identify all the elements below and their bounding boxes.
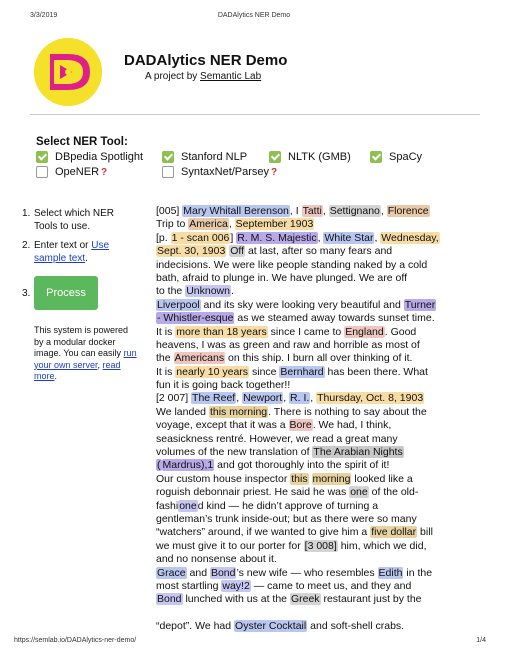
entity-highlight[interactable]: Unknown [186,285,230,298]
text-line [156,446,474,459]
plain-text: lunched with us at the [182,593,290,606]
help-icon[interactable]: ? [101,166,108,178]
step-number: 1. [22,208,31,219]
plain-text: , I [289,205,302,217]
print-title: DADAlytics NER Demo [217,12,291,19]
plain-text: and its sky were looking very beautiful and [200,298,404,311]
entity-highlight[interactable]: one [350,486,368,499]
entity-highlight[interactable]: way!2 [222,579,250,592]
entity-highlight[interactable]: 1 - scan 006 [171,231,230,244]
checkbox-syntaxnet-parsey[interactable] [162,166,174,178]
entity-highlight[interactable]: Liverpool [157,298,200,311]
text-line [156,419,474,432]
checkbox-dbpedia-spotlight[interactable] [36,151,48,163]
entity-highlight[interactable]: Off [230,245,245,258]
plain-text: Trip to [156,218,189,231]
plain-text: volumes of the new translation of [156,446,313,459]
plain-text: and soft-shell crabs. [307,620,405,633]
plain-text: [005] [156,205,183,217]
entity-highlight[interactable]: Wednesday, [381,231,439,244]
plain-text: him, which we did, [337,539,427,552]
entity-highlight[interactable]: Bond [157,593,182,606]
plain-text: It is [156,365,176,378]
plain-text: gentleman’s trunk inside-out; but as there were so many [156,512,417,525]
plain-text: . We had, I think, [312,419,392,432]
plain-text: , [322,205,329,217]
text-line [156,580,474,593]
tool-nltk-gmb[interactable] [269,151,351,163]
text-line [156,299,474,312]
plain-text: fashi [156,499,179,512]
plain-text: We landed [156,405,209,418]
checkbox-nltk-gmb[interactable] [269,151,281,163]
tool-label: SpaCy [389,151,423,163]
text-line [156,567,474,580]
tool-label: OpeNER [55,166,100,178]
entity-highlight[interactable]: Tatti [302,205,322,217]
entity-highlight[interactable]: Settignano [329,205,380,217]
entity-highlight[interactable]: more than 18 years [176,325,267,338]
text-line [156,272,474,285]
plain-text: . There is nothing to say about the [268,405,427,418]
plain-text: and [186,566,210,579]
plain-text: It is [156,325,176,338]
entity-highlight[interactable]: five dollar [371,526,417,539]
ner-output-text [156,205,474,634]
text-line [156,553,474,566]
plain-text: in the [403,566,433,579]
text-line [156,526,474,539]
text-line [156,285,474,298]
checkbox-spacy[interactable] [370,151,382,163]
plain-text: , [228,218,235,231]
entity-highlight[interactable]: Oyster Cocktail [235,620,307,633]
entity-highlight[interactable]: - Whistler-esque [157,312,234,325]
entity-highlight[interactable]: this [291,472,308,485]
print-url: https://semlab.io/DADAlytics-ner-demo/ [14,637,137,644]
text-line [156,379,474,392]
plain-text: has been there. What [324,365,428,378]
entity-highlight[interactable]: ( [157,459,161,472]
run-your-own-server-link[interactable]: run your own server [34,348,137,370]
powered-by-note [34,325,140,383]
text-line [156,232,474,245]
app-subtitle [145,71,261,82]
plain-text: to the [156,285,186,298]
entity-highlight[interactable]: The Arabian Nights [313,446,403,459]
plain-text: Our custom house inspector [156,472,291,485]
text-line [156,205,474,218]
plain-text: the [156,352,174,365]
plain-text: since [249,365,280,378]
plain-text: indecisions. We were like people standing naked by a cold [156,258,428,271]
logo-icon [34,38,102,106]
text-line [156,312,474,325]
text-line [156,339,474,352]
step-text [34,239,138,265]
plain-text: . Good [384,325,417,338]
entity-highlight[interactable]: Bernhard [280,365,324,378]
plain-text: since I came to [267,325,345,338]
text-line [156,259,474,272]
text-line [156,540,474,553]
text-line [156,245,474,258]
entity-highlight[interactable]: Americans [174,352,225,365]
powered-mid: , [97,359,103,370]
plain-text: bill [417,526,433,539]
text-line [156,352,474,365]
text-line [156,366,474,379]
entity-highlight[interactable]: Sept. 30, 1903 [157,245,226,258]
checkbox-opener[interactable] [36,166,48,178]
plain-text: [p. [156,231,171,244]
entity-highlight[interactable]: R. M. S. Majestic [237,231,317,244]
plain-text: ’s new wife — who resembles [236,566,378,579]
plain-text: “watchers” around, if we wanted to give him a [156,526,371,539]
plain-text: , [236,392,243,405]
text-line [156,620,474,633]
entity-highlight[interactable]: Bore [289,419,312,432]
plain-text: bath, afraid to plunge in. We have plunged. We are off [156,271,408,284]
plain-text: looked like a [351,472,413,485]
tool-opener[interactable] [36,166,107,178]
plain-text: , [380,205,387,217]
plain-text: , [317,231,324,244]
plain-text: , [310,392,317,405]
plain-text: “depot”. We had [156,620,235,633]
divider [30,114,480,115]
tool-syntaxnet-parsey[interactable] [162,166,277,178]
read-more-link[interactable]: read more [34,359,121,381]
entity-highlight[interactable]: Florence [387,205,429,217]
plain-text: of the old- [368,486,419,499]
plain-text: . [230,285,234,298]
tool-label: NLTK (GMB) [288,151,351,163]
text-line [156,406,474,419]
text-line [156,500,474,513]
step-number: 3. [22,288,31,299]
entity-highlight[interactable]: Mary Whitall Berenson [183,205,289,217]
entity-highlight[interactable]: September 1903 [235,218,314,231]
plain-text: we must give it to our porter for [156,539,304,552]
plain-text: on this ship. I burn all over thinking of it. [225,352,413,365]
text-line [156,392,474,405]
text-line [156,593,474,606]
entity-highlight[interactable]: Edith [378,566,403,579]
text-line [156,607,474,620]
entity-highlight[interactable]: The Reef [192,392,236,405]
plain-text: roguish debonnair priest. He said he was [156,486,350,499]
use-sample-text-link[interactable]: Use sample text [34,240,110,264]
plain-text: heavens, I was as green and raw and horrible as most of [156,338,420,351]
tool-spacy[interactable] [370,151,422,163]
plain-text: ] [230,231,237,244]
help-icon[interactable]: ? [271,166,278,178]
text-line [156,433,474,446]
entity-highlight[interactable]: Bond [210,566,236,579]
text-line [156,459,474,472]
entity-highlight[interactable]: nearly 10 years [176,365,249,378]
plain-text: d kind — he didn’t approve of turning a [197,499,379,512]
text-line [156,326,474,339]
plain-text: voyage, except that it was a [156,419,289,432]
entity-highlight[interactable]: America [189,218,228,231]
entity-highlight[interactable]: one [179,499,197,512]
plain-text: — came to meet us, and they and [250,579,412,592]
powered-text: This system is powered by a modular docker image. You can easily [34,325,129,358]
ner-tool-title: Select NER Tool: [36,136,128,148]
tool-label: DBpedia Spotlight [55,151,144,163]
step-prefix: Enter text or [34,240,92,251]
text-line [156,513,474,526]
page-number: 1/4 [476,637,486,644]
entity-highlight[interactable]: R. I. [290,392,310,405]
semantic-lab-link[interactable]: Semantic Lab [200,71,262,82]
plain-text: as we steamed away towards sunset time. [234,312,435,325]
entity-highlight[interactable]: Thursday, Oct. 8, 1903 [317,392,424,405]
entity-highlight[interactable]: Greek [290,593,320,606]
plain-text: fun it is going back together!! [156,379,291,392]
step-suffix: . [85,253,88,264]
step-number: 2. [22,240,31,251]
powered-suffix: . [54,371,58,381]
plain-text: and no nonsense about it. [156,553,277,566]
process-button[interactable]: Process [34,276,98,310]
plain-text: at last, after so many fears and [245,245,393,258]
entity-highlight[interactable]: England [345,325,384,338]
entity-highlight[interactable]: Newport [243,392,283,405]
app-title: DADAlytics NER Demo [124,52,288,69]
text-line [156,486,474,499]
tool-dbpedia-spotlight[interactable] [36,151,143,163]
dadalytics-logo [34,38,102,106]
entity-highlight[interactable]: morning [312,472,351,485]
plain-text: and got thoroughly into the spirit of it! [214,459,390,472]
plain-text: [2 007] [156,392,192,405]
plain-text: , [374,231,381,244]
plain-text: most startling [156,579,222,592]
checkbox-stanford-nlp[interactable] [162,151,174,163]
entity-highlight[interactable]: [3 008] [304,539,337,552]
plain-text: seasickness rentré. However, we read a great many [156,432,398,445]
print-date: 3/3/2019 [30,12,58,19]
step-text: Select which NER Tools to use. [34,208,115,232]
entity-highlight[interactable]: Turner [404,298,436,311]
tool-stanford-nlp[interactable] [162,151,247,163]
tool-label: Stanford NLP [181,151,248,163]
entity-highlight[interactable]: Mardrus),1 [162,459,214,472]
plain-text: restaurant just by the [320,593,422,606]
entity-highlight[interactable]: Grace [157,566,186,579]
tool-label: SyntaxNet/Parsey [181,166,270,178]
entity-highlight[interactable]: White Star [324,231,374,244]
subtitle-prefix: A project by [145,71,201,82]
text-line [156,473,474,486]
plain-text: , [283,392,290,405]
text-line [156,218,474,231]
entity-highlight[interactable]: this morning [209,405,268,418]
